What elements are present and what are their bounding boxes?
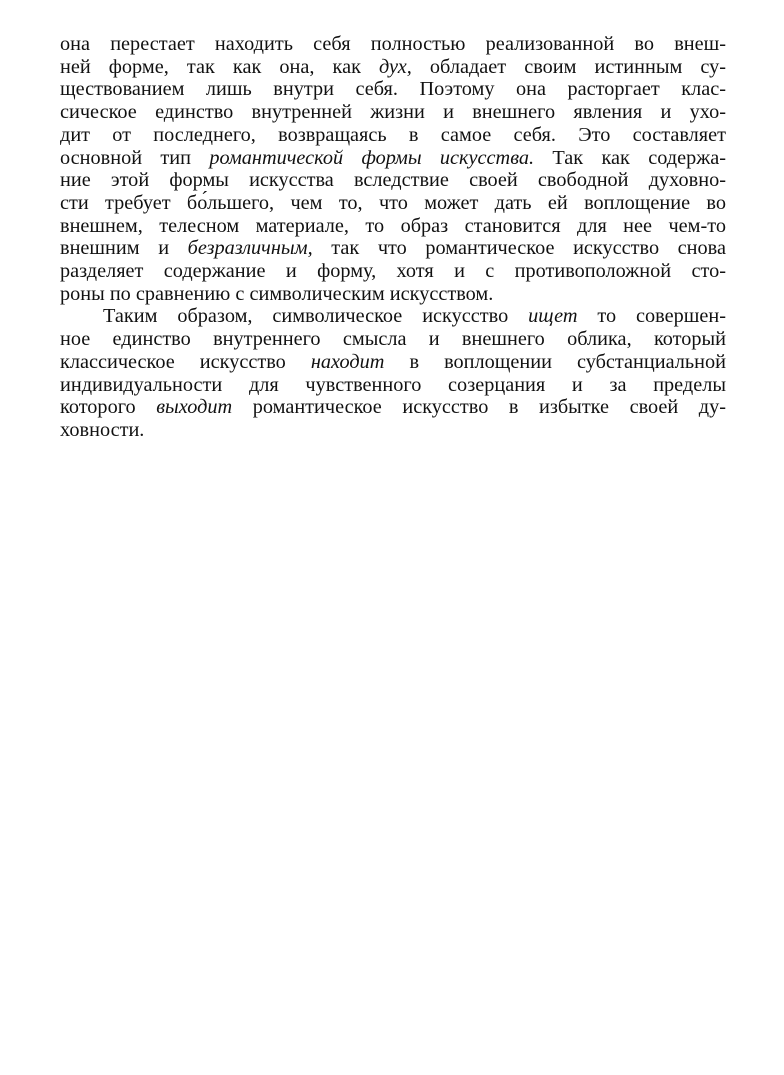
text-line [60, 124, 726, 147]
emphasis-finds: находит [310, 350, 385, 373]
text-run: ное единство внутреннего смысла и внешнего облика, который [60, 328, 726, 351]
text-line [60, 56, 726, 79]
text-run: которого [60, 396, 157, 419]
text-line [60, 374, 726, 397]
text-line [60, 192, 726, 215]
text-run: сти требует бо́льшего, чем то, что может дать ей воплощение во [60, 191, 726, 214]
paragraph-2 [60, 305, 726, 441]
text-run: так что романтическое искусство снова [312, 237, 726, 260]
emphasis-goes-beyond: выходит [156, 396, 233, 419]
text-run: разделяет содержание и форму, хотя и с противоположной сто- [60, 260, 726, 283]
text-line [60, 237, 726, 260]
emphasis-seeks: ищет [528, 305, 578, 328]
text-line [60, 33, 726, 56]
text-run: ховности. [60, 418, 145, 441]
text-run: она перестает находить себя полностью реализованной во внеш- [60, 33, 726, 55]
text-line [60, 283, 726, 306]
text-line [60, 101, 726, 124]
text-run: дит от последнего, возвращаясь в самое себя. Это составляет [60, 123, 726, 146]
text-line [60, 305, 726, 328]
text-run: индивидуальности для чувственного созерцания и за пределы [60, 373, 726, 396]
text-line [60, 215, 726, 238]
text-line [60, 328, 726, 351]
text-run: основной тип [60, 146, 210, 169]
text-run: Так как содержа- [534, 146, 727, 169]
text-line [60, 147, 726, 170]
paragraph-1 [60, 33, 726, 305]
page-text [60, 33, 726, 442]
text-line [60, 260, 726, 283]
text-run: Таким образом, символическое искусство [103, 305, 529, 328]
text-run: классическое искусство [60, 350, 311, 373]
text-run: ществованием лишь внутри себя. Поэтому она расторгает клас- [60, 78, 726, 101]
text-run: в воплощении субстанциальной [384, 350, 726, 373]
text-run: то совершен- [577, 305, 726, 328]
text-run: ней форме, так как она, как [60, 55, 379, 78]
text-run: романтическое искусство в избытке своей ду- [232, 396, 726, 419]
text-line [60, 78, 726, 101]
text-line [60, 351, 726, 374]
text-run: внешним и [60, 237, 188, 260]
text-run: внешнем, телесном материале, то образ становится для нее чем-то [60, 214, 726, 237]
emphasis-romantic-form: романтической формы искусства. [209, 146, 535, 169]
text-run: обладает своим истинным су- [411, 55, 726, 78]
text-line [60, 419, 726, 442]
text-line [60, 169, 726, 192]
emphasis-dukh: дух, [379, 55, 412, 78]
emphasis-indifferent: безразличным, [187, 237, 313, 260]
text-run: сическое единство внутренней жизни и внешнего явления и ухо- [60, 101, 726, 124]
text-run: роны по сравнению с символическим искусством. [60, 282, 494, 305]
text-line [60, 396, 726, 419]
text-run: ние этой формы искусства вследствие своей свободной духовно- [60, 169, 726, 192]
